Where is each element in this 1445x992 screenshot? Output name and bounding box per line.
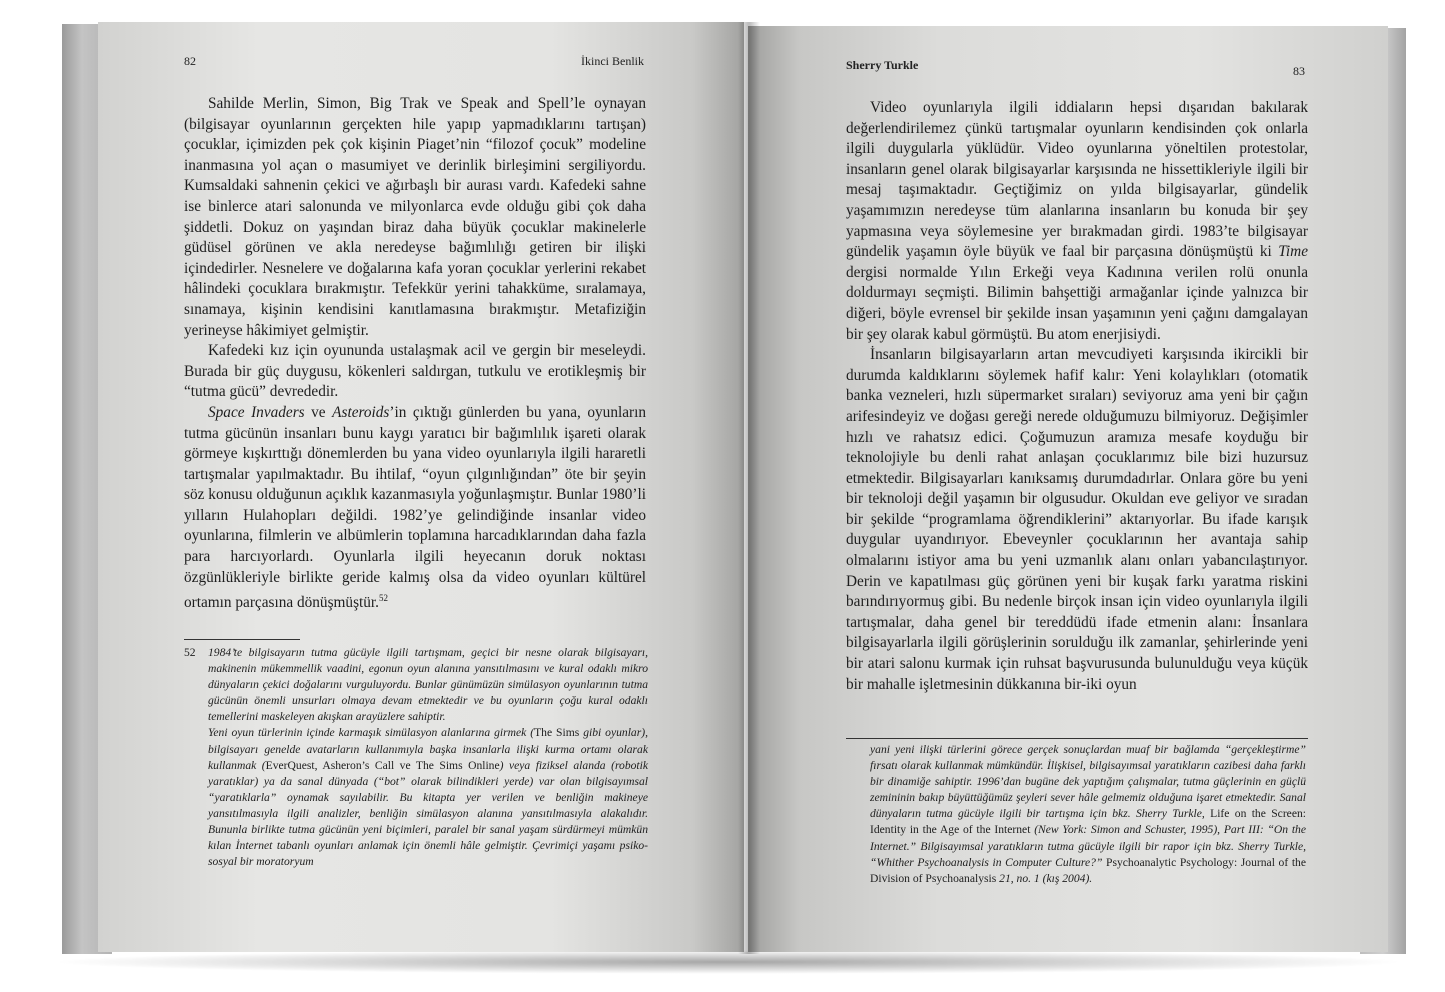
paragraph: Sahilde Merlin, Simon, Big Trak ve Speak and Spell’le oynayan (bilgisayar oyunlarının gerçekten hile yapıp yapmadıklarını tartışan) çocuklar, içimizden pek çok kişinin Piaget’nin “filozof çocuk” modeline inanmasına yol açan o masumiyet ve derinlik birleşimini sergiliyordu. Kumsaldaki sahnenin çekici ve ağırbaşlı bir aurası vardı. Kafedeki sahne ise binlerce atari salonunda ve milyonlarca evde olduğu gibi çok daha şiddetli. Dokuz on yaşından biraz daha büyük çocuklar makinelerle güdüsel görünen ve akla neredeyse bağımlılığı getiren bir ilişki içindedirler. Nesnelere ve doğalarına kafa yoran çocuklar yerlerini rekabet hâlindeki çocuklara bırakmıştır. Tefekkür yerini tahakküme, sıralamaya, sınamaya, kişinin kendisini kanıtlamasına bırakmıştır. Metafiziğin yerineyse hâkimiyet gelmiştir. [184,95,646,339]
running-head-right: Sherry Turkle [846,58,919,72]
right-page [748,26,1388,952]
journal-title: Psychoanalytic Psychology: Journal of the Division of Psychoanalysis [870,855,1306,885]
paragraph: Kafedeki kız için oyununda ustalaşmak acil ve gergin bir meseleydi. Burada bir güç duygusu, kökenleri saldırgan, tutkulu ve erotikleşmiş bir “tutma gücü” devrededir. [184,342,646,401]
text-span: ’in çıktığı günlerden bu yana, oyunların tutma gücünün insanları bunu kaygı yaratıcı bir bağımlılık işareti olarak görmeye kışkırttığı dönemlerden bu yana video oyunlarıyla ilgili hararetli tartışmalar yapılmaktadır. Bu ihtilaf, “oyun çılgınlığından” öte bir şeyin söz konusu olduğunun açıklık kazanmasıyla yoğunlaşmıştır. [184,403,647,504]
footnote-text: Yeni oyun türlerinin içinde karmaşık simülasyon alanlarına girmek ( [208,726,535,740]
left-footnotes [184,645,648,870]
game-titles: EverQuest, Asheron’s Call ve The Sims Online [265,758,500,772]
text-span: Bunlar 1980’li yılların Hulahopları değildi. 1982’ye gelindiğinde insanlar video oyunlarına, filmlerin ve albümlerin toplamına harcadıklarından daha fazla para harcıyorlardı. Oyunlarla ilgili heyecanın doruk noktası özgünlükleriyle birlikte geride kalmış olsa da video oyunları kültürel ortamın parçasına dönüşmüştür. [184,486,646,612]
footnote-number: 52 [184,646,196,659]
game-title: The Sims [534,726,580,740]
footnote-text: 1984’te bilgisayarın tutma gücüyle ilgili tartışmam, geçici bir nesne olarak bilgisayarı, makinenin mükemmellik vaadini, egonun oyun alanına yansıtılmasını ve kural odaklı mikro dünyaların çekici doğalarını vurguluyordu. Bunlar günümüzün simülasyon oyunlarının tutma gücünün önemli unsurları olmaya devam etmektedir ve bu oyunların çoğu kural odaklı temellerini maskeleyen akışkan arayüzlere sahiptir. [208,646,648,724]
paragraph [184,403,646,614]
footnote-rule [846,738,1308,739]
game-title: Asteroids [332,403,390,421]
footnote-text: 21, no. 1 (kış 2004). [996,871,1093,885]
right-footnotes [870,742,1306,887]
footnote-text: gibi oyunlar), bilgisayarı genelde avatarların kullanımıyla başka insanlarla ilişki kurma ortamı olarak kullanmak ( [208,726,648,772]
left-page [98,22,744,952]
magazine-title: Time [1278,243,1308,261]
right-body-text [846,98,1308,695]
book-title: Life on the Screen: Identity in the Age of the Internet [870,807,1306,837]
game-title: Space Invaders [208,403,305,421]
text-span: Video oyunlarıyla ilgili iddiaların hepsi dışarıdan bakılarak değerlendirilemez çünkü tartışmalar oyunların kendisinden çok onlarla ilgili duygularla yüklüdür. Video oyunlarına yöneltilen protestolar, insanların genel olarak bilgisayarlar karşısında ne hissettikleriyle ilgili bir mesaj taşımaktadır. Geçtiğimiz on yılda bilgisayarlar, gündelik yaşamımızın neredeyse tüm alanlarına insanların bu konuda bir şey yapmasına veya söylemesine yer bırakmadan girdi. 1983’te bilgisayar gündelik yaşamın öyle büyük ve faal bir parçasına dönüşmüştü ki [846,99,1308,261]
text-span: dergisi normalde Yılın Erkeği veya Kadınına verilen rolü onunla doldurmayı seçmişti. Bilimin bahşettiği armağanlar içinde yalnızca bir diğeri, böyle evrensel bir şekilde insan yaşamının yeni çağını damgalayan bir şey olarak kabul görmüştü. Bu atom enerjisiydi. [846,263,1308,343]
footnote-marker: 52 [379,593,388,604]
footnote [184,645,648,725]
paragraph: İnsanların bilgisayarların artan mevcudiyeti karşısında ikircikli bir durumda kaldıklarını söylemek hafif kalır: Yeni kolaylıkları (otomatik banka vezneleri, hızlı süpermarket sıraları) seviyoruz ama yeni bir çağın arifesindeyiz ve doğası gereği nerede olduğumuzu bilmiyoruz. Değişimler hızlı ve rahatsız edici. Çoğumuzun aramıza mesafe koyduğu bir teknolojiyle bu denli rahat anlaşan çocuklarımız bile bizi huzursuz etmektedir. Bilgisayarları kanıksamış durumdadırlar. Onlara göre bu yeni bir teknoloji değil yaşamın bir olgusudur. Okuldan eve geliyor ve sıradan bir şekilde “programlama öğrendiklerini” aktarıyorlar. Bu ifade karışık duygular uyandırıyor. Ebeveynler çocuklarının her avantaja sahip olmalarını istiyor ama bu yeni uzmanlık alanı onları yabancılaştırıyor. Derin ve kapatılması güç görünen yeni bir kuşak farkı yaratma riskini barındırıyormuş gibi. Bu nedenle birçok insan için video oyunlarıyla ilgili tartışmalar, daha genel bir tereddüdü ifade etmenin alanı: İnsanlara bilgisayarlarla ilgili görüşlerinin sorulduğu ilk zamanlar, şehirlerinde yeni bir atari salonu kurmak için ruhsat başvurusunda bulunulduğu veya küçük bir mahalle işletmesinin dükkanına bir-iki oyun [846,346,1308,693]
paragraph [846,98,1308,345]
running-head-left: İkinci Benlik [581,54,644,68]
footnote [870,742,1306,887]
footnote-text: (New York: Simon and Schuster, 1995), Part III: “On the Internet.” Bilgisayımsal yaratıkların tutma gücüyle ilgili bir rapor için bkz. Sherry Turkle, “Whither Psychoanalysis in Computer Culture?” [870,823,1306,869]
book-gutter [738,22,760,954]
footnote-text: ) veya fiziksel alanda (robotik yaratıklar) ya da sanal dünyada (“bot” olarak bilindikleri yerde) var olan bilgisayımsal “yaratıklarla” oynamak sayılabilir. Bu kitapta yer verilen ve benliğin makineye yansıtılmasıyla ilgili analizler, benliğin simülasyon alanına yansıtılmasıyla alakalıdır. Bununla birlikte tutma gücünün yeni biçimleri, paralel bir sanal yaşam sürdürmeyi mümkün kılan İnternet tabanlı oyunları anlamak için önemli hâle gelmiştir. Çevrimiçi yaşamı psiko-sosyal bir moratoryum [208,758,648,869]
text-span: ve [304,403,333,421]
left-body-text [184,94,646,614]
footnote-rule [184,639,300,640]
page-number-right: 83 [1293,64,1305,78]
footnote-text: yani yeni ilişki türlerini görece gerçek sonuçlardan muaf bir bağlamda “gerçekleştirme” fırsatı olarak kullanmak mümkündür. İlişkisel, bilgisayımsal yaratıkların cazibesi daha farklı bir dinamiğe sahiptir. 1996’dan bugüne dek yaptığım çalışmalar, tutma güçlerinin en güçlü zemininin bakıp büyüttüğümüz şeyleri sever hâle gelmemiz olduğuna işaret etmektedir. Sanal dünyaların tutma gücüyle ilgili bir tartışma için bkz. Sherry Turkle, [870,743,1306,821]
footnote [208,725,648,870]
book-shadow [48,950,1408,974]
page-number-left: 82 [184,54,196,68]
